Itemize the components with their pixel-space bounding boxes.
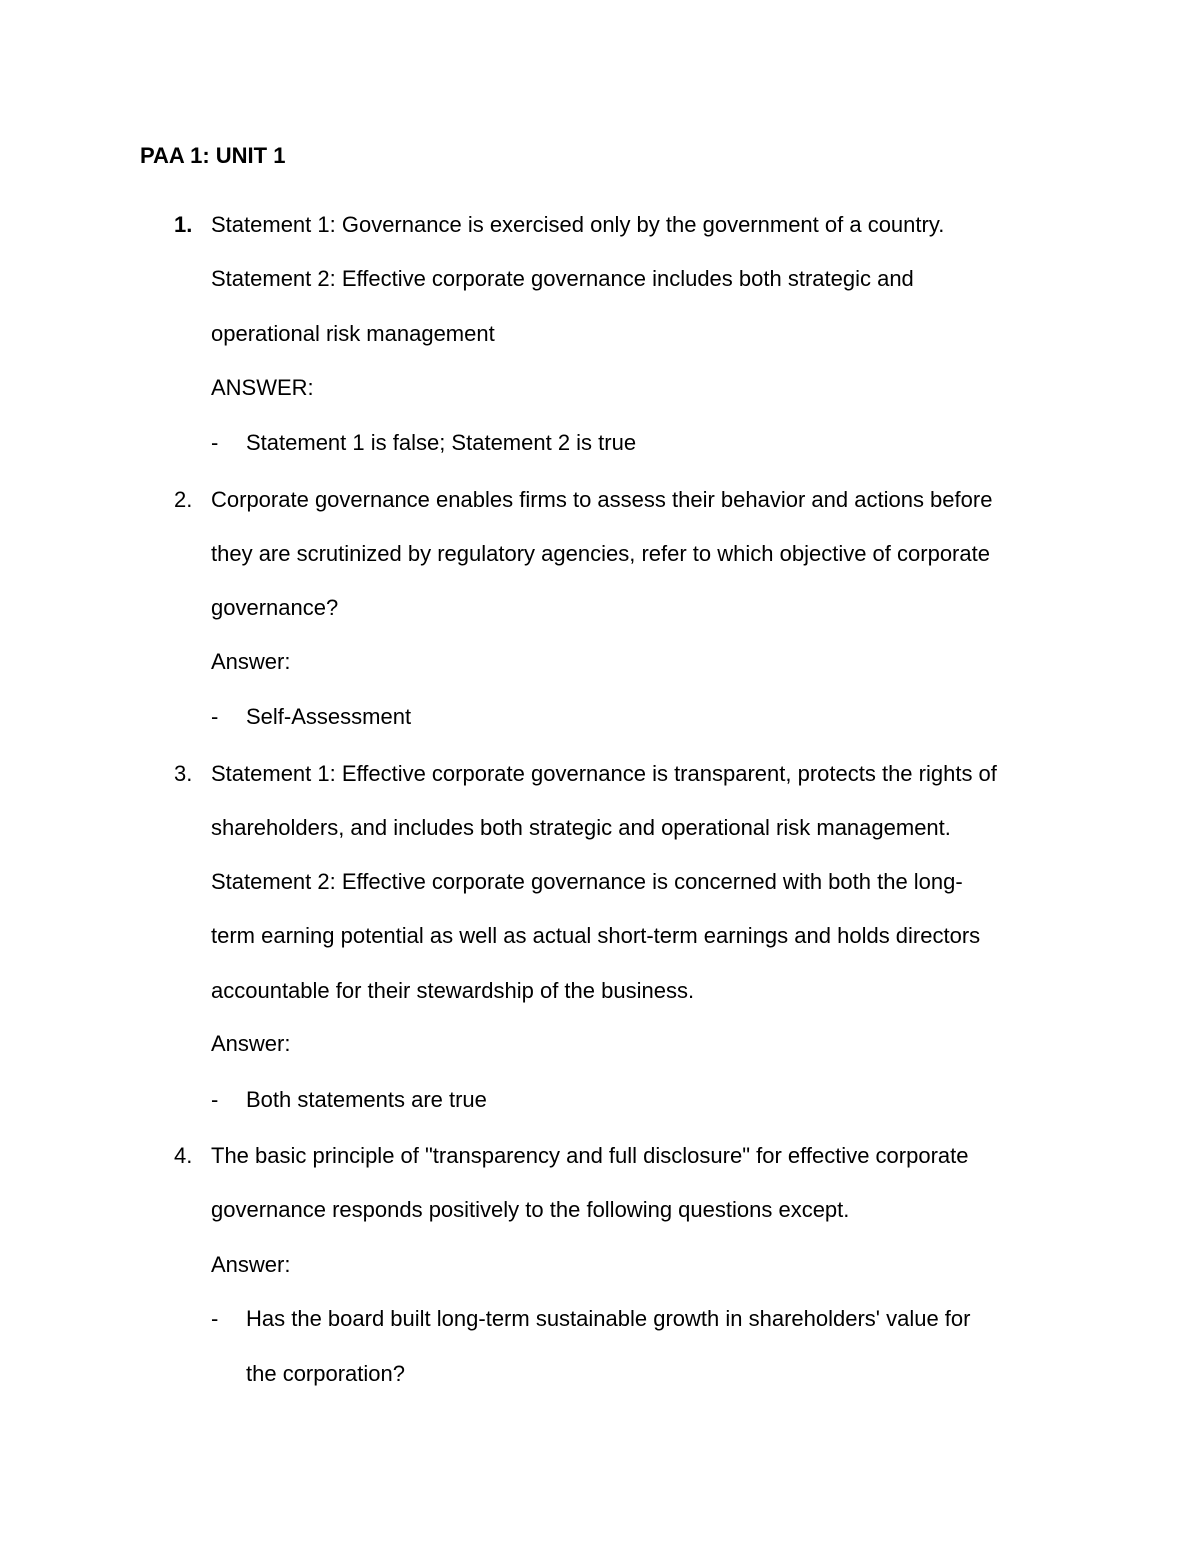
- question-text-line: governance responds positively to the following questions except.: [211, 1197, 850, 1222]
- question-text-line: Statement 1: Effective corporate governance is transparent, protects the rights of: [211, 761, 997, 786]
- answer-text: Both statements are true: [246, 1087, 487, 1112]
- answer-bullet: -: [211, 704, 219, 729]
- question-number: 2.: [174, 487, 193, 512]
- question-number: 1.: [174, 212, 193, 237]
- answer-label: Answer:: [211, 1252, 291, 1277]
- answer-label: Answer:: [211, 649, 291, 674]
- question-text-line: Corporate governance enables firms to assess their behavior and actions before: [211, 487, 993, 512]
- question-text-line: accountable for their stewardship of the business.: [211, 978, 695, 1003]
- question-text-line: shareholders, and includes both strategic and operational risk management.: [211, 815, 951, 840]
- question-number: 3.: [174, 761, 193, 786]
- answer-text: Has the board built long-term sustainable growth in shareholders' value for: [246, 1306, 971, 1331]
- answer-bullet: -: [211, 430, 219, 455]
- question-text-line: Statement 2: Effective corporate governance includes both strategic and: [211, 266, 914, 291]
- answer-text: the corporation?: [246, 1361, 405, 1386]
- question-text-line: they are scrutinized by regulatory agencies, refer to which objective of corporate: [211, 541, 990, 566]
- question-text-line: Statement 2: Effective corporate governance is concerned with both the long-: [211, 869, 963, 894]
- answer-text: Statement 1 is false; Statement 2 is true: [246, 430, 637, 455]
- answer-label: Answer:: [211, 1031, 291, 1056]
- question-text-line: term earning potential as well as actual short-term earnings and holds directors: [211, 923, 981, 948]
- document-title: PAA 1: UNIT 1: [140, 143, 286, 168]
- answer-bullet: -: [211, 1306, 219, 1331]
- answer-bullet: -: [211, 1087, 219, 1112]
- question-text-line: The basic principle of "transparency and full disclosure" for effective corporate: [211, 1143, 969, 1168]
- answer-text: Self-Assessment: [246, 704, 412, 729]
- question-text-line: operational risk management: [211, 321, 495, 346]
- answer-label: ANSWER:: [211, 375, 314, 400]
- question-text-line: Statement 1: Governance is exercised only by the government of a country.: [211, 212, 945, 237]
- question-number: 4.: [174, 1143, 193, 1168]
- question-text-line: governance?: [211, 595, 339, 620]
